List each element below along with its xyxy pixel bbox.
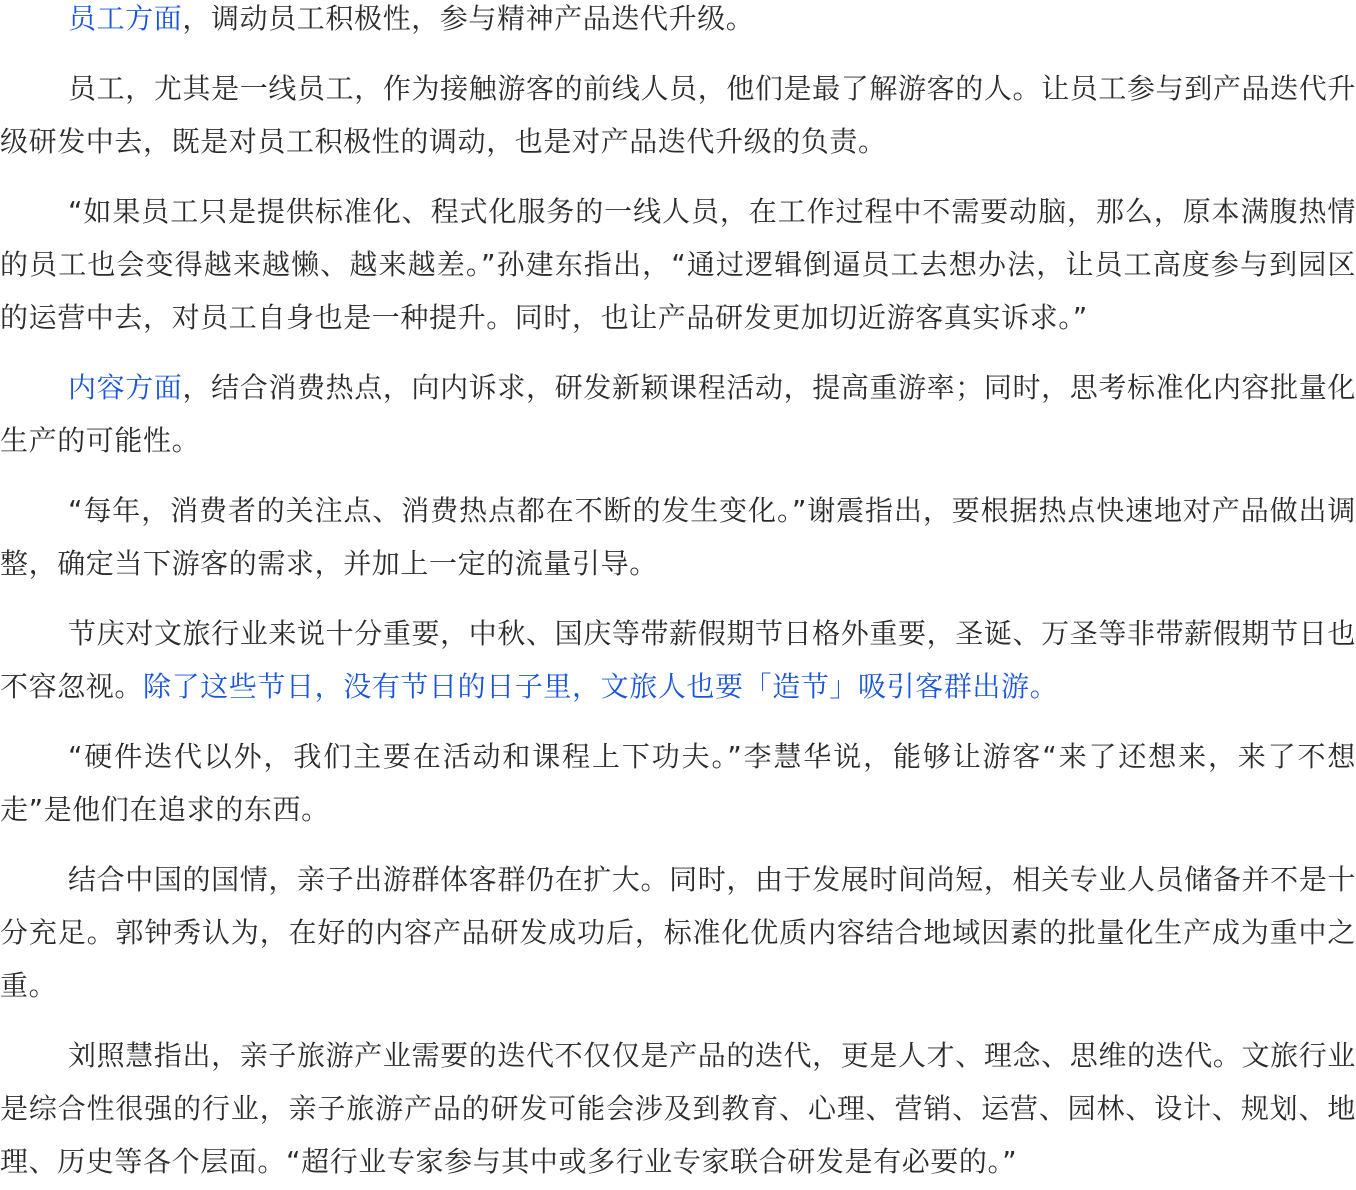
paragraph-content [0, 361, 1356, 467]
highlight-create-festivals[interactable]: 除了这些节日，没有节日的日子里，文旅人也要「造节」吸引客群出游。 [143, 670, 1059, 703]
paragraph-xie-zhen-quote [0, 484, 1356, 590]
paragraph-staff [0, 0, 1356, 45]
paragraph-li-huihua-quote [0, 730, 1356, 836]
paragraph-festivals [0, 607, 1356, 713]
paragraph-liu-zhaohui [0, 1029, 1356, 1188]
paragraph-text: 结合中国的国情，亲子出游群体客群仍在扩大。同时，由于发展时间尚短，相关专业人员储备并不是十分充足。郭钟秀认为，在好的内容产品研发成功后，标准化优质内容结合地域因素的批量化生产成为重中之重。 [0, 863, 1356, 1002]
paragraph-text: 员工，尤其是一线员工，作为接触游客的前线人员，他们是最了解游客的人。让员工参与到产品迭代升级研发中去，既是对员工积极性的调动，也是对产品迭代升级的负责。 [0, 72, 1356, 158]
paragraph-text: ，结合消费热点，向内诉求，研发新颖课程活动，提高重游率；同时，思考标准化内容批量化生产的可能性。 [0, 371, 1356, 457]
paragraph-text: “如果员工只是提供标准化、程式化服务的一线人员，在工作过程中不需要动脑，那么，原本满腹热情的员工也会变得越来越懒、越来越差。”孙建东指出，“通过逻辑倒逼员工去想办法，让员工高度参与到园区的运营中去，对员工自身也是一种提升。同时，也让产品研发更加切近游客真实诉求。” [0, 195, 1356, 334]
highlight-staff-aspect[interactable]: 员工方面 [68, 2, 183, 35]
paragraph-guo-zhongxiu [0, 853, 1356, 1012]
paragraph-frontline-staff [0, 62, 1356, 168]
highlight-content-aspect[interactable]: 内容方面 [68, 371, 183, 404]
paragraph-sun-jiandong-quote [0, 185, 1356, 344]
paragraph-text: 刘照慧指出，亲子旅游产业需要的迭代不仅仅是产品的迭代，更是人才、理念、思维的迭代。文旅行业是综合性很强的行业，亲子旅游产品的研发可能会涉及到教育、心理、营销、运营、园林、设计、规划、地理、历史等各个层面。“超行业专家参与其中或多行业专家联合研发是有必要的。” [0, 1039, 1356, 1178]
paragraph-text: “每年，消费者的关注点、消费热点都在不断的发生变化。”谢震指出，要根据热点快速地对产品做出调整，确定当下游客的需求，并加上一定的流量引导。 [0, 494, 1356, 580]
paragraph-text: ，调动员工积极性，参与精神产品迭代升级。 [182, 2, 755, 35]
paragraph-text: “硬件迭代以外，我们主要在活动和课程上下功夫。”李慧华说，能够让游客“来了还想来，来了不想走”是他们在追求的东西。 [0, 740, 1356, 826]
paragraph-text: 节庆对文旅行业来说十分重要，中秋、国庆等带薪假期节日格外重要，圣诞、万圣等非带薪假期节日也不容忽视。 [0, 617, 1356, 703]
